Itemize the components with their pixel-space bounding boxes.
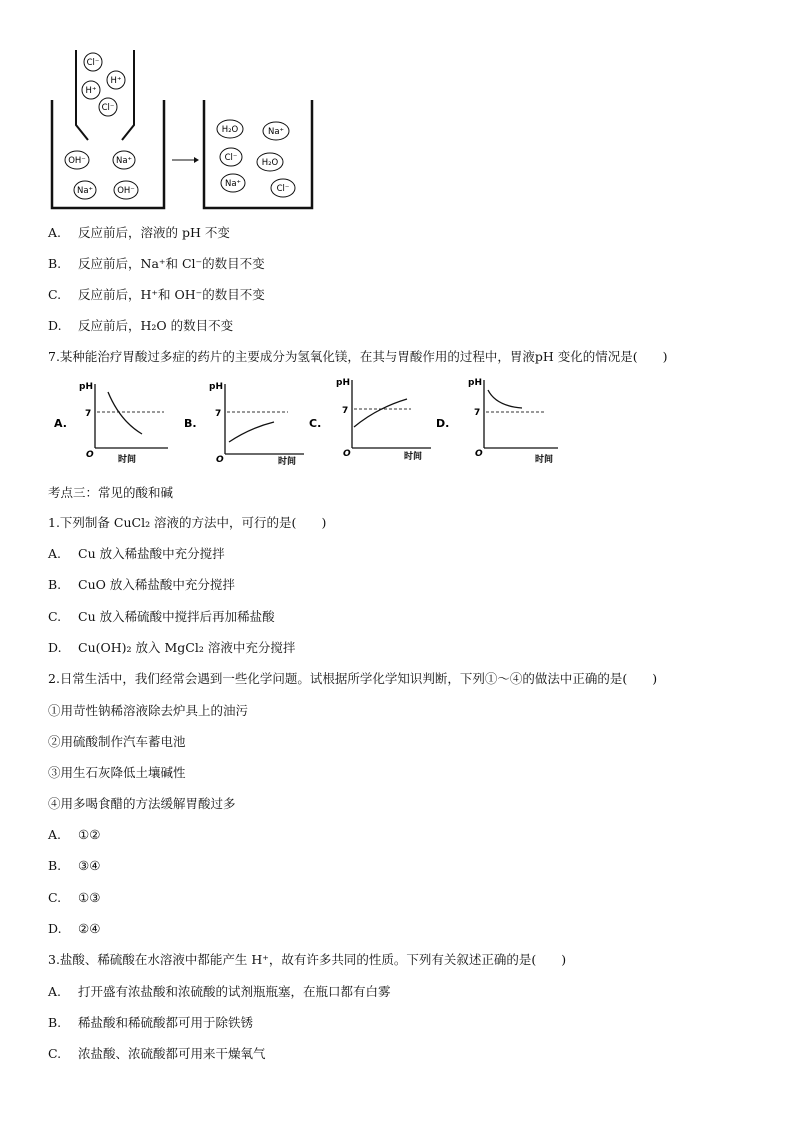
statement: ②用硫酸制作汽车蓄电池 bbox=[48, 734, 186, 749]
statement: ①用苛性钠稀溶液除去炉具上的油污 bbox=[48, 703, 249, 718]
svg-text:pH: pH bbox=[468, 378, 482, 388]
svg-text:OH⁻: OH⁻ bbox=[117, 186, 135, 196]
dropper-ion bbox=[82, 81, 100, 99]
svg-text:Na⁺: Na⁺ bbox=[267, 127, 285, 137]
svg-text:7: 7 bbox=[85, 409, 92, 419]
beaker-ion bbox=[114, 181, 138, 199]
svg-text:7: 7 bbox=[342, 406, 349, 416]
option-c: C. ①③ bbox=[48, 890, 101, 905]
svg-text:H₂O: H₂O bbox=[261, 158, 279, 168]
svg-text:H₂O: H₂O bbox=[221, 125, 239, 135]
option-b: B. CuO 放入稀盐酸中充分搅拌 bbox=[48, 577, 235, 592]
beaker-ion bbox=[263, 122, 289, 140]
svg-text:pH: pH bbox=[336, 378, 350, 388]
beaker-ion bbox=[257, 153, 283, 171]
dropper-ion bbox=[84, 53, 102, 71]
question-stem: 2.日常生活中，我们经常会遇到一些化学问题。试根据所学化学知识判断，下列①～④的做法中正确的是( ) bbox=[48, 671, 658, 686]
graph-b bbox=[180, 376, 310, 468]
question-stem: 3.盐酸、稀硫酸在水溶液中都能产生 H⁺，故有许多共同的性质。下列有关叙述正确的是( ) bbox=[48, 952, 567, 967]
option-c: C. 反应前后，H⁺和 OH⁻的数目不变 bbox=[48, 287, 265, 302]
graph-d bbox=[434, 376, 564, 468]
beaker-ion bbox=[220, 148, 242, 166]
svg-text:时间: 时间 bbox=[535, 455, 554, 465]
option-d: D. Cu(OH)₂ 放入 MgCl₂ 溶液中充分搅拌 bbox=[48, 640, 296, 655]
option-a: A. 反应前后，溶液的 pH 不变 bbox=[48, 225, 230, 240]
beaker-ion bbox=[271, 179, 295, 197]
svg-text:O: O bbox=[86, 450, 94, 460]
svg-text:O: O bbox=[475, 449, 483, 459]
question-stem: 1.下列制备 CuCl₂ 溶液的方法中，可行的是( ) bbox=[48, 515, 327, 530]
svg-text:Na⁺: Na⁺ bbox=[115, 156, 133, 166]
beaker-ion bbox=[217, 120, 243, 138]
option-a: A. ①② bbox=[48, 827, 101, 842]
statement: ④用多喝食醋的方法缓解胃酸过多 bbox=[48, 796, 236, 811]
svg-text:Na⁺: Na⁺ bbox=[224, 179, 242, 189]
statement: ③用生石灰降低土壤碱性 bbox=[48, 765, 186, 780]
option-d: D. ②④ bbox=[48, 921, 101, 936]
beaker-ion bbox=[113, 151, 135, 169]
svg-text:D.: D. bbox=[436, 417, 450, 430]
svg-text:B.: B. bbox=[184, 417, 197, 430]
dropper-ion bbox=[99, 98, 117, 116]
svg-text:H⁺: H⁺ bbox=[85, 86, 97, 96]
graph-c bbox=[307, 376, 437, 468]
svg-text:时间: 时间 bbox=[404, 452, 423, 462]
arrow-icon bbox=[172, 157, 199, 163]
svg-text:7: 7 bbox=[474, 408, 481, 418]
svg-text:Na⁺: Na⁺ bbox=[76, 186, 94, 196]
svg-text:C.: C. bbox=[309, 417, 322, 430]
question-stem: 7.某种能治疗胃酸过多症的药片的主要成分为氢氧化镁，在其与胃酸作用的过程中，胃液pH 变化的情况是( ) bbox=[48, 349, 668, 364]
svg-text:pH: pH bbox=[209, 382, 223, 392]
section-title: 考点三：常见的酸和碱 bbox=[48, 485, 174, 500]
option-b: B. ③④ bbox=[48, 858, 101, 873]
option-d: D. 反应前后，H₂O 的数目不变 bbox=[48, 318, 234, 333]
dropper-ion bbox=[107, 71, 125, 89]
option-b: B. 反应前后，Na⁺和 Cl⁻的数目不变 bbox=[48, 256, 265, 271]
svg-text:时间: 时间 bbox=[278, 457, 297, 467]
option-c: C. Cu 放入稀硫酸中搅拌后再加稀盐酸 bbox=[48, 609, 275, 624]
graph-a bbox=[50, 376, 180, 468]
svg-text:O: O bbox=[216, 455, 224, 465]
svg-text:H⁺: H⁺ bbox=[110, 76, 122, 86]
svg-text:Cl⁻: Cl⁻ bbox=[224, 153, 238, 163]
option-a: A. Cu 放入稀盐酸中充分搅拌 bbox=[48, 546, 225, 561]
svg-text:Cl⁻: Cl⁻ bbox=[101, 103, 115, 113]
svg-text:时间: 时间 bbox=[118, 455, 137, 465]
beaker-ion bbox=[221, 174, 245, 192]
svg-text:pH: pH bbox=[79, 382, 93, 392]
svg-text:7: 7 bbox=[215, 409, 222, 419]
option-a: A. 打开盛有浓盐酸和浓硫酸的试剂瓶瓶塞，在瓶口都有白雾 bbox=[48, 984, 391, 999]
option-c: C. 浓盐酸、浓硫酸都可用来干燥氧气 bbox=[48, 1046, 266, 1061]
svg-text:A.: A. bbox=[54, 417, 67, 430]
svg-text:Cl⁻: Cl⁻ bbox=[86, 58, 100, 68]
beaker-ion bbox=[65, 151, 89, 169]
option-b: B. 稀盐酸和稀硫酸都可用于除铁锈 bbox=[48, 1015, 254, 1030]
reaction-figure bbox=[46, 45, 326, 215]
svg-text:OH⁻: OH⁻ bbox=[68, 156, 86, 166]
svg-text:O: O bbox=[343, 449, 351, 459]
svg-text:Cl⁻: Cl⁻ bbox=[276, 184, 290, 194]
beaker-ion bbox=[74, 181, 96, 199]
